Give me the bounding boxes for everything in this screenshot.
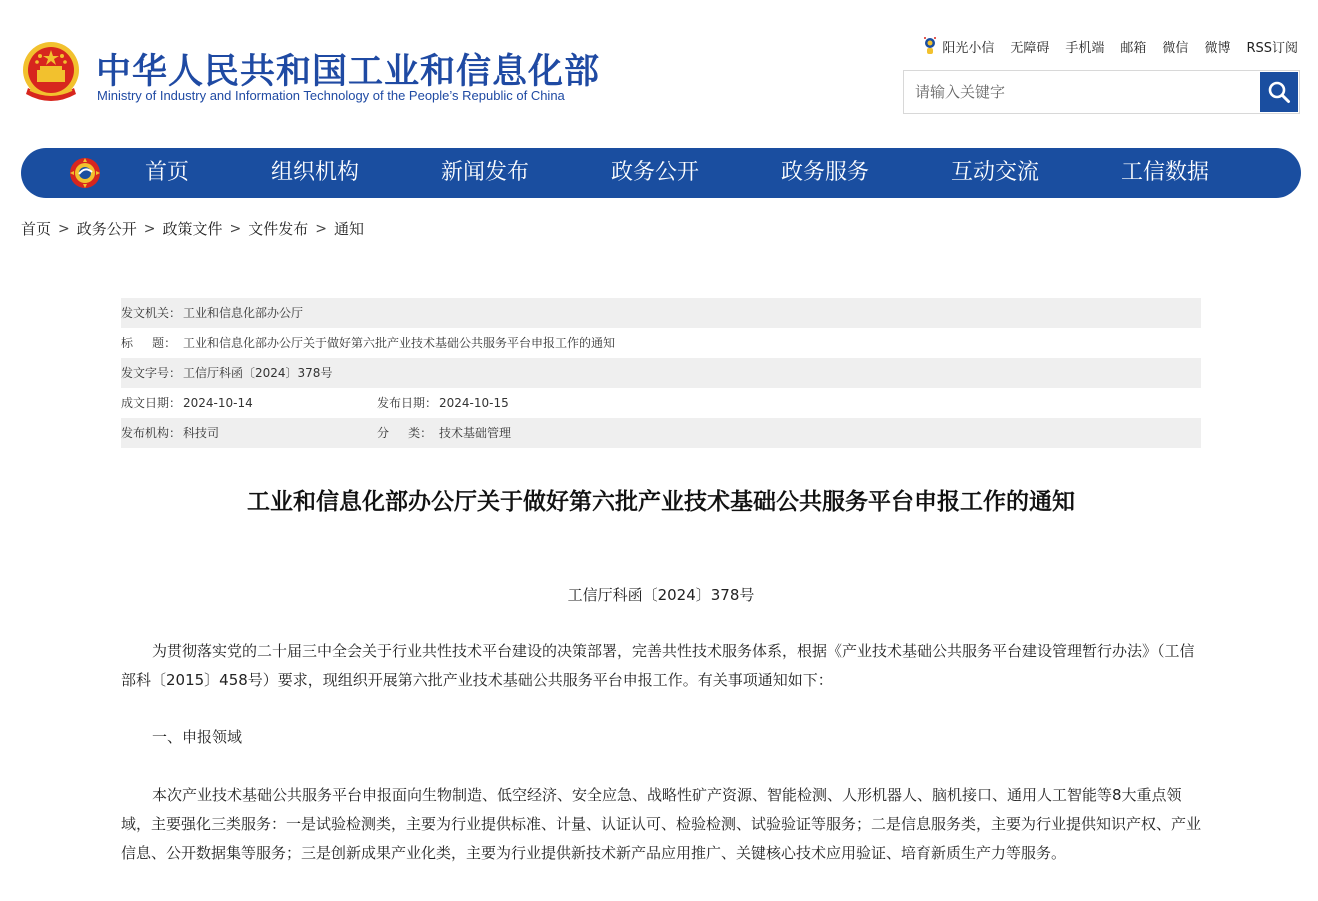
meta-docno-label: 发文字号： bbox=[121, 366, 182, 380]
breadcrumb-separator-icon: > bbox=[229, 220, 242, 237]
meta-issuer-label: 发文机关： bbox=[121, 306, 182, 320]
breadcrumb-home[interactable]: 首页 bbox=[21, 220, 52, 238]
breadcrumb-file-release[interactable]: 文件发布 bbox=[248, 220, 309, 238]
search-input[interactable] bbox=[904, 71, 1260, 113]
link-mobile[interactable]: 手机端 bbox=[1065, 40, 1105, 56]
breadcrumb-government-affairs[interactable]: 政务公开 bbox=[76, 220, 137, 238]
top-links bbox=[922, 36, 1298, 56]
article-doc-number: 工信厅科函〔2024〕378号 bbox=[567, 586, 755, 604]
article-title: 工业和信息化部办公厅关于做好第六批产业技术基础公共服务平台申报工作的通知 bbox=[247, 489, 1075, 515]
site-title[interactable]: 中华人民共和国工业和信息化部 bbox=[96, 52, 601, 92]
breadcrumb bbox=[21, 218, 364, 239]
document-meta-table bbox=[121, 298, 1201, 448]
meta-org-value: 科技司 bbox=[183, 426, 220, 440]
breadcrumb-separator-icon: > bbox=[315, 220, 327, 237]
meta-title-label: 标 题： bbox=[121, 336, 177, 350]
meta-written-label: 成文日期： bbox=[121, 396, 182, 410]
main-nav bbox=[21, 148, 1301, 198]
meta-category-value: 技术基础管理 bbox=[439, 426, 512, 440]
meta-org-label: 发布机构： bbox=[121, 426, 182, 440]
mascot-icon bbox=[922, 36, 938, 56]
nav-item-organization[interactable]: 组织机构 bbox=[270, 160, 359, 185]
nav-item-home[interactable]: 首页 bbox=[144, 160, 189, 185]
meta-title-value: 工业和信息化部办公厅关于做好第六批产业技术基础公共服务平台申报工作的通知 bbox=[183, 336, 616, 350]
search-button[interactable] bbox=[1260, 72, 1298, 112]
nav-item-news[interactable]: 新闻发布 bbox=[440, 160, 529, 185]
site-header bbox=[0, 0, 1318, 140]
meta-issuer-value: 工业和信息化部办公厅 bbox=[183, 306, 304, 320]
search-box bbox=[903, 70, 1300, 114]
nav-item-services[interactable]: 政务服务 bbox=[780, 160, 869, 185]
nav-item-government-affairs[interactable]: 政务公开 bbox=[610, 160, 699, 185]
link-weibo[interactable]: 微博 bbox=[1204, 40, 1231, 56]
breadcrumb-separator-icon: > bbox=[143, 220, 156, 237]
meta-row-docno bbox=[121, 358, 1201, 388]
breadcrumb-notice[interactable]: 通知 bbox=[334, 220, 365, 238]
nav-item-interaction[interactable]: 互动交流 bbox=[950, 160, 1039, 185]
link-sunshine-xiaoxin[interactable] bbox=[922, 36, 994, 56]
article-paragraph: 为贯彻落实党的二十届三中全会关于行业共性技术平台建设的决策部署，完善共性技术服务体系，根据《产业技术基础公共服务平台建设管理暂行办法》（工信部科〔2015〕458号）要求，现组织开展第六批产业技术基础公共服务平台申报工作。有关事项通知如下： bbox=[121, 642, 1195, 689]
meta-docno-value: 工信厅科函〔2024〕378号 bbox=[183, 366, 333, 380]
meta-published-label: 发布日期： bbox=[377, 396, 438, 410]
meta-row-title bbox=[121, 328, 1201, 358]
link-wechat[interactable]: 微信 bbox=[1162, 40, 1189, 56]
article-paragraph: 本次产业技术基础公共服务平台申报面向生物制造、低空经济、安全应急、战略性矿产资源、智能检测、人形机器人、脑机接口、通用人工智能等8大重点领域，主要强化三类服务：一是试验检测类，主要为行业提供标准、计量、认证认可、检验检测、试验验证等服务；二是信息服务类，主要为行业提供知识产权、产业信息、公开数据集等服务；三是创新成果产业化类，主要为行业提供新技术新产品应用推广、关键核心技术应用验证、培育新质生产力等服务。 bbox=[121, 786, 1202, 862]
article-section-heading: 一、申报领域 bbox=[152, 728, 243, 746]
meta-row-org bbox=[121, 418, 1201, 448]
link-email[interactable]: 邮箱 bbox=[1120, 40, 1147, 56]
nav-item-data[interactable]: 工信数据 bbox=[1120, 160, 1209, 185]
site-title-english[interactable]: Ministry of Industry and Information Technology of the People’s Republic of China bbox=[97, 88, 565, 103]
search-icon bbox=[1267, 80, 1291, 104]
miit-logo-icon bbox=[68, 156, 102, 190]
link-rss[interactable]: RSS订阅 bbox=[1246, 40, 1298, 56]
meta-row-issuer bbox=[121, 298, 1201, 328]
meta-published-value: 2024-10-15 bbox=[439, 396, 509, 410]
breadcrumb-separator-icon: > bbox=[58, 220, 70, 237]
national-emblem-icon[interactable] bbox=[20, 40, 82, 106]
meta-category-label: 分 类： bbox=[377, 426, 433, 440]
meta-written-value: 2024-10-14 bbox=[183, 396, 253, 410]
link-label: 阳光小信 bbox=[942, 40, 995, 56]
meta-row-dates bbox=[121, 388, 1201, 418]
breadcrumb-policy-documents[interactable]: 政策文件 bbox=[162, 220, 223, 238]
link-accessibility[interactable]: 无障碍 bbox=[1010, 40, 1050, 56]
